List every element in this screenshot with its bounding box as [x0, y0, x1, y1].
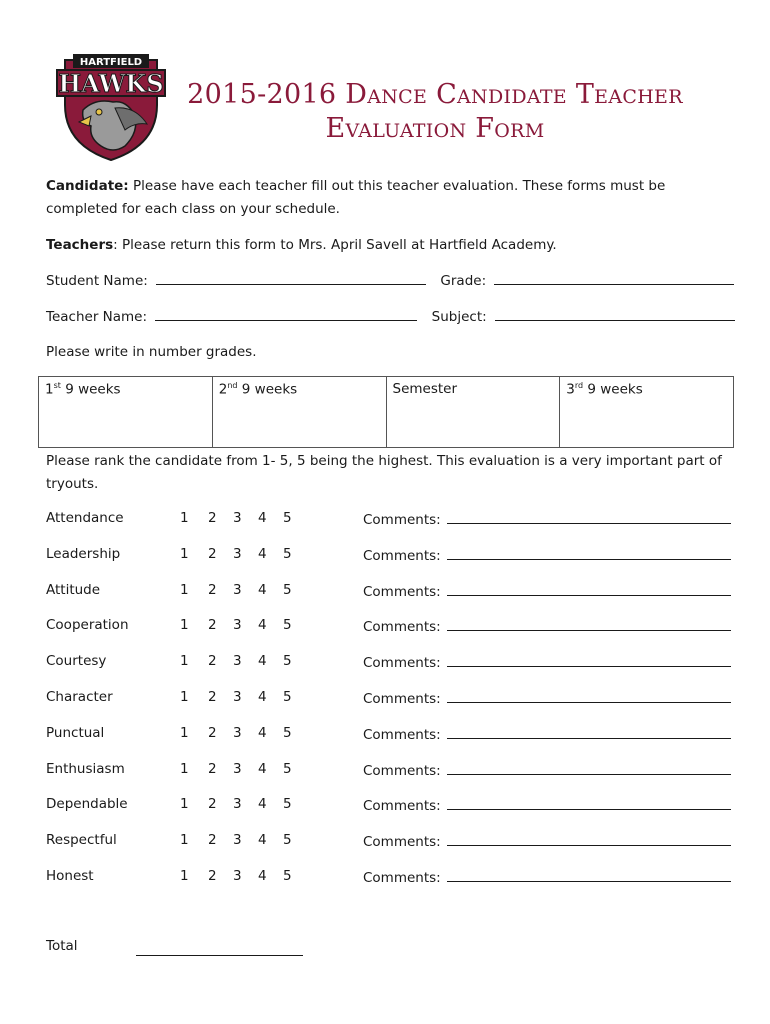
rating-option[interactable]: 1 — [180, 868, 189, 884]
rating-option[interactable]: 5 — [283, 689, 292, 705]
rating-option[interactable]: 3 — [233, 868, 242, 884]
trait-label: Attitude — [46, 581, 101, 598]
comments-label: Comments: — [363, 547, 441, 564]
cell-number: 2 — [218, 381, 228, 398]
rating-option[interactable]: 4 — [258, 760, 267, 777]
cell-label: 9 weeks — [237, 381, 298, 398]
first-nine-weeks-cell[interactable] — [39, 377, 213, 448]
rating-option[interactable]: 5 — [283, 832, 292, 849]
rating-option[interactable]: 2 — [208, 653, 217, 670]
rating-option[interactable]: 1 — [180, 617, 189, 634]
comments-label: Comments: — [363, 798, 441, 815]
cell-number: 1 — [45, 381, 54, 398]
rating-option[interactable]: 2 — [208, 617, 217, 634]
rating-row — [46, 832, 736, 852]
comments-label: Comments: — [363, 655, 441, 672]
cell-ordinal: nd — [227, 381, 238, 390]
rating-option[interactable]: 5 — [283, 796, 292, 813]
rating-option[interactable]: 5 — [283, 545, 292, 562]
rating-row — [46, 689, 736, 709]
comments-field[interactable] — [447, 546, 731, 560]
rating-option[interactable]: 2 — [208, 760, 217, 777]
total-label: Total — [46, 938, 78, 954]
rating-row — [46, 546, 736, 566]
cell-number: 3 — [566, 381, 575, 398]
rating-option[interactable]: 3 — [233, 581, 242, 598]
teacher-name-label: Teacher Name: — [46, 309, 148, 325]
comments-field[interactable] — [447, 510, 731, 524]
comments-group — [363, 689, 731, 707]
second-nine-weeks-cell[interactable] — [212, 377, 386, 448]
rating-option[interactable]: 1 — [180, 545, 189, 562]
comments-label: Comments: — [363, 619, 441, 636]
cell-ordinal: st — [53, 381, 61, 390]
rating-option[interactable]: 5 — [283, 510, 292, 526]
candidate-text: Please have each teacher fill out this teacher evaluation. These forms must be completed for each class on your schedule. — [46, 178, 666, 217]
teachers-text: : Please return this form to Mrs. April Savell at Hartfield Academy. — [113, 237, 557, 253]
comments-label: Comments: — [363, 691, 441, 707]
trait-label: Dependable — [46, 796, 128, 813]
page-title — [170, 78, 700, 146]
rating-option[interactable]: 4 — [258, 868, 267, 884]
rating-option[interactable]: 2 — [208, 832, 217, 849]
hartfield-hawks-logo — [55, 50, 167, 162]
comments-group — [363, 653, 731, 671]
rating-row — [46, 582, 736, 602]
comments-label: Comments: — [363, 834, 441, 851]
rating-option[interactable]: 1 — [180, 510, 189, 526]
subject-label: Subject: — [431, 309, 487, 325]
candidate-label: Candidate: — [46, 178, 129, 194]
teachers-label: Teachers — [46, 237, 114, 253]
rating-row — [46, 868, 736, 888]
rating-option[interactable]: 1 — [180, 832, 189, 849]
title-line-2: Evaluation Form — [325, 113, 545, 144]
grades-table-row — [39, 377, 734, 448]
comments-group — [363, 796, 731, 814]
comments-group — [363, 546, 731, 564]
rating-option[interactable]: 3 — [233, 760, 242, 777]
semester-cell[interactable] — [386, 377, 560, 448]
rating-option[interactable]: 5 — [283, 617, 292, 634]
rating-option[interactable]: 4 — [258, 510, 267, 526]
rating-option[interactable]: 2 — [208, 510, 217, 526]
rating-option[interactable]: 5 — [283, 724, 292, 741]
rating-option[interactable]: 3 — [233, 653, 242, 670]
trait-label: Honest — [46, 868, 94, 884]
title-line-1: 2015-2016 Dance Candidate Teacher — [187, 79, 683, 110]
comments-group — [363, 510, 731, 528]
rating-option[interactable]: 2 — [208, 581, 217, 598]
rating-option[interactable]: 3 — [233, 689, 242, 705]
rating-option[interactable]: 5 — [283, 760, 292, 777]
comments-label: Comments: — [363, 583, 441, 600]
comments-group — [363, 617, 731, 635]
comments-group — [363, 868, 731, 886]
cell-label: 9 weeks — [583, 381, 643, 398]
rating-option[interactable]: 5 — [283, 868, 292, 884]
rating-option[interactable]: 4 — [258, 796, 267, 813]
rating-option[interactable]: 2 — [208, 689, 217, 705]
rating-row — [46, 653, 736, 673]
rating-option[interactable]: 3 — [233, 510, 242, 526]
grade-field[interactable] — [494, 271, 734, 285]
rating-option[interactable]: 2 — [208, 545, 217, 562]
rating-option[interactable]: 5 — [283, 581, 292, 598]
comments-field[interactable] — [447, 868, 731, 882]
trait-label: Cooperation — [46, 617, 129, 634]
rating-row — [46, 617, 736, 637]
comments-label: Comments: — [363, 726, 441, 743]
rating-option[interactable]: 4 — [258, 832, 267, 849]
svg-text:HAWKS: HAWKS — [58, 69, 164, 98]
comments-field[interactable] — [447, 582, 731, 596]
trait-label: Attendance — [46, 510, 124, 526]
rating-option[interactable]: 3 — [233, 617, 242, 634]
comments-field[interactable] — [447, 617, 731, 631]
rating-row — [46, 796, 736, 816]
rating-option[interactable]: 3 — [233, 724, 242, 741]
student-name-field[interactable] — [156, 271, 426, 285]
comments-field[interactable] — [447, 796, 731, 810]
comments-label: Comments: — [363, 762, 441, 779]
grades-instruction: Please write in number grades. — [46, 344, 257, 360]
rating-option[interactable]: 4 — [258, 653, 267, 670]
cell-label: 9 weeks — [60, 381, 121, 398]
rating-option[interactable]: 2 — [208, 724, 217, 741]
rating-option[interactable]: 4 — [258, 689, 267, 705]
trait-label: Courtesy — [46, 653, 107, 670]
svg-text:HARTFIELD: HARTFIELD — [79, 57, 143, 68]
cell-label: Semester — [392, 381, 458, 397]
rating-option[interactable]: 4 — [258, 724, 267, 741]
comments-group — [363, 582, 731, 600]
comments-field[interactable] — [447, 725, 731, 739]
rating-option[interactable]: 1 — [180, 689, 189, 705]
subject-field[interactable] — [495, 307, 735, 321]
comments-group — [363, 725, 731, 743]
trait-label: Respectful — [46, 832, 117, 849]
comments-field[interactable] — [447, 832, 731, 846]
comments-field[interactable] — [447, 653, 731, 667]
comments-group — [363, 832, 731, 850]
rating-option[interactable]: 5 — [283, 653, 292, 670]
grades-table — [38, 376, 734, 448]
rating-option[interactable]: 3 — [233, 796, 242, 813]
trait-label: Character — [46, 689, 113, 705]
third-nine-weeks-cell[interactable] — [560, 377, 734, 448]
rating-option[interactable]: 1 — [180, 653, 189, 670]
teachers-instructions — [46, 234, 736, 257]
rating-option[interactable]: 1 — [180, 760, 189, 777]
grade-label: Grade: — [440, 273, 487, 289]
rating-row — [46, 510, 736, 530]
rating-option[interactable]: 4 — [258, 617, 267, 634]
rating-option[interactable]: 4 — [258, 545, 267, 562]
rank-instruction: Please rank the candidate from 1- 5, 5 being the highest. This evaluation is a very important part of tryouts. — [46, 453, 722, 492]
cell-ordinal: rd — [574, 381, 584, 390]
trait-label: Leadership — [46, 545, 121, 562]
student-grade-row — [46, 271, 734, 289]
trait-label: Enthusiasm — [46, 760, 125, 777]
rating-option[interactable]: 3 — [233, 545, 242, 562]
comments-group — [363, 761, 731, 779]
student-name-label: Student Name: — [46, 273, 148, 289]
rating-row — [46, 761, 736, 781]
rating-row — [46, 725, 736, 745]
rating-option[interactable]: 1 — [180, 581, 189, 598]
rating-option[interactable]: 2 — [208, 868, 217, 884]
comments-field[interactable] — [447, 761, 731, 775]
rating-option[interactable]: 4 — [258, 581, 267, 598]
teacher-subject-row — [46, 307, 735, 325]
total-field[interactable] — [136, 942, 303, 956]
candidate-instructions — [46, 175, 736, 221]
comments-label: Comments: — [363, 870, 441, 886]
comments-label: Comments: — [363, 512, 441, 528]
rating-option[interactable]: 1 — [180, 724, 189, 741]
rating-option[interactable]: 1 — [180, 796, 189, 813]
rating-option[interactable]: 3 — [233, 832, 242, 849]
trait-label: Punctual — [46, 724, 105, 741]
total-row — [46, 938, 78, 954]
teacher-name-field[interactable] — [155, 307, 417, 321]
comments-field[interactable] — [447, 689, 731, 703]
rating-option[interactable]: 2 — [208, 796, 217, 813]
